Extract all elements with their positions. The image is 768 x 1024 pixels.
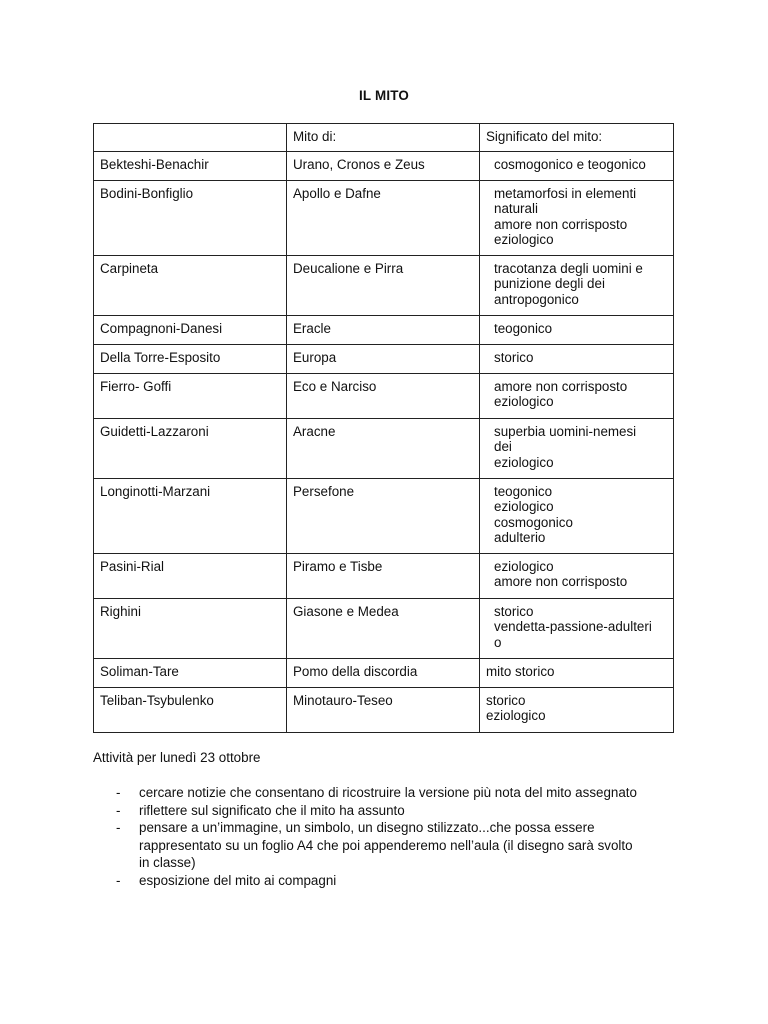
cell-meaning-line: amore non corrisposto xyxy=(494,216,628,232)
task-bullet: - xyxy=(116,872,121,888)
cell-meaning xyxy=(480,181,674,256)
cell-meaning-line: naturali xyxy=(494,201,538,217)
task-text-line: riflettere sul significato che il mito ha assunto xyxy=(139,802,405,818)
cell-group-line: Pasini-Rial xyxy=(100,559,164,574)
cell-meaning-line: tracotanza degli uomini e xyxy=(494,261,643,276)
cell-meaning xyxy=(480,374,674,419)
cell-group xyxy=(94,659,287,688)
cell-myth-line: Piramo e Tisbe xyxy=(293,559,383,574)
cell-meaning xyxy=(480,659,674,688)
cell-meaning-line: superbia uomini-nemesi xyxy=(494,424,637,439)
cell-meaning-line: mito storico xyxy=(486,664,555,679)
task-bullet: - xyxy=(116,820,121,835)
cell-meaning xyxy=(480,688,674,733)
cell-group-line: Fierro- Goffi xyxy=(100,379,172,394)
cell-myth xyxy=(287,688,480,733)
cell-group-line: Carpineta xyxy=(100,261,159,276)
cell-myth-line: Giasone e Medea xyxy=(293,604,399,619)
cell-group xyxy=(94,181,287,256)
cell-group xyxy=(94,152,287,181)
table-row xyxy=(94,599,674,659)
table-row xyxy=(94,419,674,479)
cell-meaning xyxy=(480,554,674,599)
task-bullet: - xyxy=(116,785,121,800)
cell-meaning-line: dei xyxy=(494,439,512,455)
cell-group-line: Della Torre-Esposito xyxy=(100,350,221,365)
cell-meaning-line: eziologico xyxy=(486,708,546,724)
cell-myth xyxy=(287,374,480,419)
cell-group-line: Soliman-Tare xyxy=(100,664,179,679)
table-row xyxy=(94,345,674,374)
task-item xyxy=(93,819,678,872)
cell-meaning-line: metamorfosi in elementi xyxy=(494,186,637,201)
cell-meaning-line: amore non corrisposto xyxy=(494,574,628,590)
table-row xyxy=(94,256,674,316)
cell-myth xyxy=(287,479,480,554)
cell-meaning-line: teogonico xyxy=(494,484,553,499)
table-row xyxy=(94,479,674,554)
cell-meaning-line: storico xyxy=(494,350,534,365)
cell-group xyxy=(94,345,287,374)
cell-group xyxy=(94,688,287,733)
cell-group-line: Longinotti-Marzani xyxy=(100,484,211,499)
cell-group xyxy=(94,419,287,479)
cell-myth-line: Apollo e Dafne xyxy=(293,186,381,201)
cell-meaning xyxy=(480,345,674,374)
cell-meaning xyxy=(480,599,674,659)
activity-heading: Attività per lunedì 23 ottobre xyxy=(93,750,261,765)
task-text-line: pensare a un’immagine, un simbolo, un disegno stilizzato...che possa essere xyxy=(139,820,595,835)
cell-myth xyxy=(287,599,480,659)
table-row xyxy=(94,554,674,599)
cell-myth-line: Aracne xyxy=(293,424,336,439)
task-item xyxy=(93,872,678,890)
cell-group-line: Righini xyxy=(100,604,141,619)
cell-myth xyxy=(287,345,480,374)
cell-myth xyxy=(287,152,480,181)
table-body xyxy=(94,152,674,733)
cell-meaning xyxy=(480,256,674,316)
cell-myth xyxy=(287,316,480,345)
header-cell-group xyxy=(94,124,287,152)
task-text-line: in classe) xyxy=(139,855,196,870)
cell-meaning-line: antropogonico xyxy=(494,291,579,307)
cell-group xyxy=(94,554,287,599)
cell-myth-line: Urano, Cronos e Zeus xyxy=(293,157,425,172)
document-title: IL MITO xyxy=(358,88,409,103)
cell-myth xyxy=(287,659,480,688)
cell-myth-line: Minotauro-Teseo xyxy=(293,693,393,708)
cell-meaning-line: eziologico xyxy=(494,454,554,470)
task-text-line: esposizione del mito ai compagni xyxy=(139,872,337,888)
cell-myth xyxy=(287,181,480,256)
cell-myth-line: Eracle xyxy=(293,321,331,336)
table-row xyxy=(94,688,674,733)
cell-meaning-line: amore non corrisposto xyxy=(494,379,628,394)
task-item xyxy=(93,802,678,820)
cell-meaning xyxy=(480,152,674,181)
table-row xyxy=(94,659,674,688)
table-row xyxy=(94,316,674,345)
cell-group-line: Teliban-Tsybulenko xyxy=(100,693,214,708)
cell-meaning-line: cosmogonico xyxy=(494,514,573,530)
cell-group xyxy=(94,479,287,554)
cell-meaning-line: vendetta-passione-adulteri xyxy=(494,619,652,635)
cell-group-line: Compagnoni-Danesi xyxy=(100,321,223,336)
cell-meaning-line: eziologico xyxy=(494,559,554,574)
cell-meaning-line: storico xyxy=(494,604,534,619)
cell-myth-line: Eco e Narciso xyxy=(293,379,377,394)
task-list xyxy=(93,784,678,889)
task-bullet: - xyxy=(116,802,121,818)
table-row xyxy=(94,181,674,256)
task-text-line: rappresentato su un foglio A4 che poi appenderemo nell’aula (il disegno sarà svolto xyxy=(139,837,633,853)
cell-meaning-line: eziologico xyxy=(494,394,554,410)
cell-meaning-line: o xyxy=(494,634,502,650)
cell-meaning xyxy=(480,419,674,479)
cell-group xyxy=(94,316,287,345)
header-cell-myth: Mito di: xyxy=(287,124,480,152)
table-row xyxy=(94,152,674,181)
cell-group xyxy=(94,256,287,316)
cell-meaning-line: eziologico xyxy=(494,499,554,515)
cell-meaning xyxy=(480,316,674,345)
cell-meaning-line: storico xyxy=(486,693,526,708)
cell-meaning-line: cosmogonico e teogonico xyxy=(494,157,646,172)
cell-meaning-line: punizione degli dei xyxy=(494,276,605,292)
cell-group-line: Bodini-Bonfiglio xyxy=(100,186,194,201)
header-cell-meaning: Significato del mito: xyxy=(480,124,674,152)
cell-myth xyxy=(287,419,480,479)
table-row xyxy=(94,374,674,419)
cell-meaning-line: adulterio xyxy=(494,530,546,546)
cell-myth-line: Persefone xyxy=(293,484,355,499)
cell-group xyxy=(94,374,287,419)
cell-meaning-line: teogonico xyxy=(494,321,553,336)
cell-meaning-line: eziologico xyxy=(494,232,554,248)
cell-group-line: Bekteshi-Benachir xyxy=(100,157,209,172)
cell-myth-line: Pomo della discordia xyxy=(293,664,418,679)
task-item xyxy=(93,784,678,802)
cell-myth xyxy=(287,256,480,316)
cell-myth xyxy=(287,554,480,599)
cell-myth-line: Europa xyxy=(293,350,337,365)
table-header-row xyxy=(94,124,674,152)
myth-table xyxy=(93,123,674,733)
cell-myth-line: Deucalione e Pirra xyxy=(293,261,404,276)
cell-group xyxy=(94,599,287,659)
task-text-line: cercare notizie che consentano di ricostruire la versione più nota del mito assegnato xyxy=(139,785,637,800)
cell-meaning xyxy=(480,479,674,554)
cell-group-line: Guidetti-Lazzaroni xyxy=(100,424,209,439)
